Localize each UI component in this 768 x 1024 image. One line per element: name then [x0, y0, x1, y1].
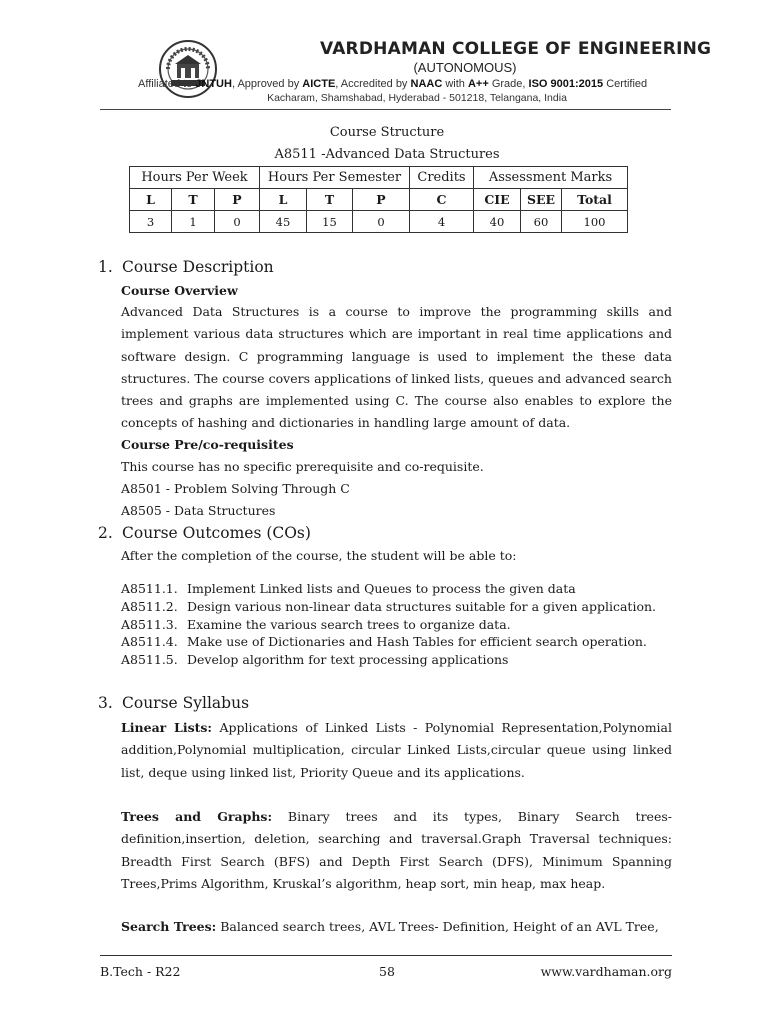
course-code-name: A8511 -Advanced Data Structures — [274, 147, 500, 162]
table-cell: 15 — [307, 211, 353, 233]
section-heading-course-description: 1. Course Description — [98, 258, 274, 276]
section-heading-course-syllabus: 3. Course Syllabus — [98, 694, 250, 712]
affiliation-line: Affiliated to JNTUH, Approved by AICTE, Accredited by NAAC with A++ Grade, ISO 9001:2015 Certified — [138, 78, 648, 90]
syllabus-unit-trees-graphs: Trees and Graphs: Binary trees and its types, Binary Search trees-definition,insertion, deletion, searching and traversal.Graph Traversal techniques: Breadth First Search (BFS) and Depth First Search (DFS), Minimum Spanning Trees,Prims Algorithm, Kruskal’s algorithm, heap sort, min heap, max heap. — [121, 809, 672, 891]
course-structure-table — [129, 166, 628, 233]
col-header: CIE — [474, 189, 521, 211]
table-cell: 3 — [130, 211, 172, 233]
col-header: P — [215, 189, 260, 211]
prereq-item: A8501 - Problem Solving Through C — [121, 481, 350, 496]
outcomes-intro: After the completion of the course, the student will be able to: — [121, 548, 517, 563]
col-header: Total — [562, 189, 628, 211]
group-credits: Credits — [410, 167, 474, 189]
section-heading-course-outcomes: 2. Course Outcomes (COs) — [98, 524, 311, 542]
college-address: Kacharam, Shamshabad, Hyderabad - 501218, Telangana, India — [267, 92, 567, 104]
col-header: C — [410, 189, 474, 211]
list-item: A8511.5. Develop algorithm for text processing applications — [121, 652, 509, 668]
col-header: T — [307, 189, 353, 211]
prereq-text: This course has no specific prerequisite and co-requisite. — [121, 459, 484, 474]
letterhead — [100, 30, 712, 108]
footer-website: www.vardhaman.org — [540, 964, 672, 979]
list-item: A8511.3. Examine the various search trees to organize data. — [121, 616, 511, 632]
footer-program: B.Tech - R22 — [100, 964, 181, 979]
header-divider — [100, 109, 671, 110]
table-cell: 60 — [521, 211, 562, 233]
table-cell: 40 — [474, 211, 521, 233]
outcomes-list — [121, 580, 656, 669]
group-assessment-marks: Assessment Marks — [474, 167, 628, 189]
prereq-item: A8505 - Data Structures — [121, 503, 276, 518]
syllabus-unit-search-trees: Search Trees: Balanced search trees, AVL Trees- Definition, Height of an AVL Tree, — [121, 919, 659, 934]
col-header: T — [172, 189, 215, 211]
list-item: A8511.1. Implement Linked lists and Queues to process the given data — [121, 581, 576, 596]
course-overview-text: Advanced Data Structures is a course to improve the programming skills and implement various data structures which are important in real time applications and software design. C programming language is used to implement the these data structures. The course covers applications of linked lists, queues and advanced search trees and graphs are implemented using C. The course also enables to explore the concepts of hashing and dictionaries in handling large amount of data. — [121, 304, 672, 431]
table-cell: 100 — [562, 211, 628, 233]
prereq-heading: Course Pre/co-requisites — [121, 437, 294, 452]
table-column-header-row — [130, 189, 628, 211]
table-cell: 0 — [353, 211, 410, 233]
college-name: VARDHAMAN COLLEGE OF ENGINEERING — [320, 39, 712, 59]
table-cell: 4 — [410, 211, 474, 233]
table-row — [130, 211, 628, 233]
footer-divider — [100, 955, 672, 956]
list-item: A8511.4. Make use of Dictionaries and Hash Tables for efficient search operation. — [121, 634, 647, 650]
course-structure-title: Course Structure — [329, 125, 445, 140]
autonomous-label: (AUTONOMOUS) — [413, 60, 517, 75]
group-hours-per-week: Hours Per Week — [130, 167, 260, 189]
syllabus-unit-linear-lists: Linear Lists: Applications of Linked Lists - Polynomial Representation,Polynomial addition,Polynomial multiplication, circular Linked Lists,circular queue using linked list, deque using linked list, Priority Queue and its applications. — [121, 720, 672, 780]
col-header: SEE — [521, 189, 562, 211]
list-item: A8511.2. Design various non-linear data structures suitable for a given application. — [121, 598, 657, 614]
group-hours-per-semester: Hours Per Semester — [260, 167, 410, 189]
col-header: L — [260, 189, 307, 211]
table-cell: 1 — [172, 211, 215, 233]
col-header: L — [130, 189, 172, 211]
col-header: P — [353, 189, 410, 211]
page-number: 58 — [379, 964, 395, 979]
table-cell: 45 — [260, 211, 307, 233]
course-overview-heading: Course Overview — [121, 283, 238, 298]
table-cell: 0 — [215, 211, 260, 233]
table-group-header-row — [130, 167, 628, 189]
